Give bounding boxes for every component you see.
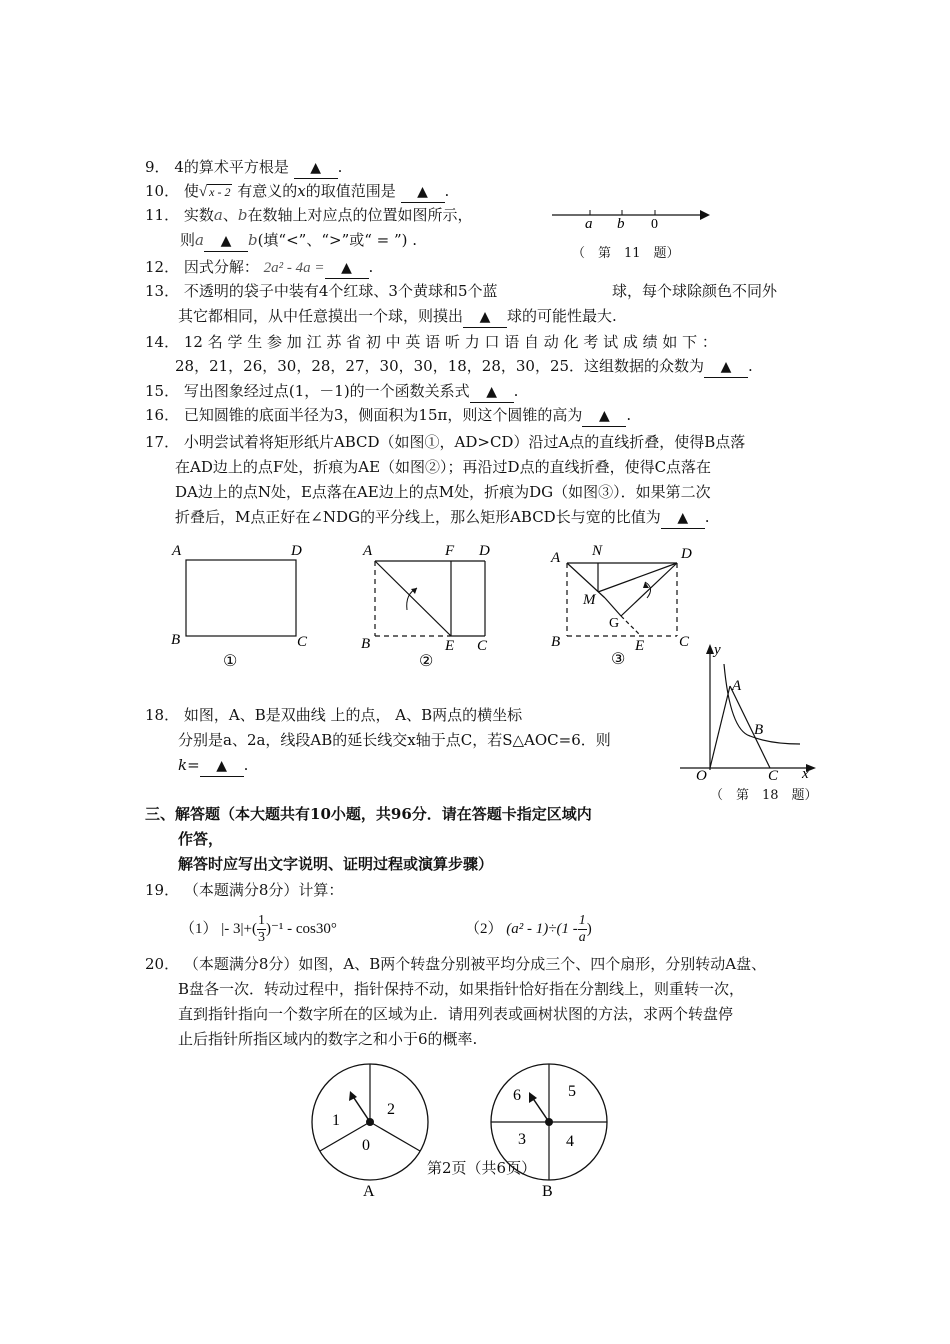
label-a: A (732, 678, 742, 694)
sector-number: 2 (387, 1101, 395, 1118)
label-a: a (585, 216, 593, 232)
question-number: 10． (145, 182, 180, 200)
label-b: b (617, 216, 625, 232)
label-g: G (609, 616, 620, 631)
question-19 (145, 880, 343, 900)
figure-number: ③ (611, 649, 626, 668)
question-11-line2 (180, 230, 417, 252)
label-c: C (297, 634, 308, 650)
question-number: 20． (145, 955, 180, 973)
label-b: B (551, 634, 561, 650)
sector-number: 3 (518, 1131, 526, 1148)
question-text: 12 名 学 生 参 加 江 苏 省 初 中 英 语 听 力 口 语 自 动 化 考 试 成 绩 如 下 ： (183, 333, 717, 351)
answer-blank[interactable]: ▲ (325, 258, 369, 279)
sqrt-expression: √ x - 2 (198, 184, 231, 200)
answer-blank[interactable]: ▲ (704, 357, 748, 378)
question-20-line3: 直到指针指向一个数字所在的区域为止．请用列表或画树状图的方法，求两个转盘停 (178, 1005, 734, 1023)
question-19-part-1 (180, 912, 337, 946)
spinner-hub (545, 1118, 553, 1126)
hyperbola-figure (670, 640, 820, 790)
question-13-line1 (145, 281, 498, 301)
denominator: a (578, 930, 586, 946)
question-number: 19． (145, 881, 180, 899)
question-17-line4 (175, 507, 709, 529)
question-text: 折叠后，M点正好在∠NDG的平分线上，那么矩形ABCD长与宽的比值为 (175, 508, 661, 526)
label-c: C (679, 634, 690, 650)
section-3-heading-line2: 作答， (178, 830, 224, 848)
crease-ae (375, 561, 451, 636)
math-expression: ) (586, 921, 592, 937)
question-20-line1 (145, 954, 766, 974)
label-b: B (361, 636, 371, 652)
label-d: D (479, 543, 490, 559)
question-text: k= (178, 756, 200, 774)
fraction (578, 913, 587, 946)
part-label: （1） (180, 921, 218, 937)
label-b: B (754, 722, 764, 738)
label-a: A (172, 543, 182, 559)
segment-oa (710, 686, 730, 768)
sector-number: 4 (566, 1133, 574, 1150)
section-3-heading: 三、解答题（本大题共有10小题，共96分．请在答题卡指定区域内 (145, 805, 592, 823)
period: . (444, 182, 450, 200)
question-text: 的取值范围是 (305, 182, 396, 200)
label-zero: 0 (651, 217, 658, 232)
question-16 (145, 405, 631, 427)
spinner-label: B (542, 1183, 553, 1200)
segment-ge-dashed (621, 616, 641, 636)
variable: x (297, 182, 306, 200)
question-12 (145, 257, 373, 279)
spinner-hub (366, 1118, 374, 1126)
question-text: 使 (183, 182, 199, 200)
figure-1-rectangle (165, 538, 325, 673)
question-18-line3 (178, 755, 248, 777)
question-18-line1 (145, 705, 522, 725)
question-text: 在数轴上对应点的位置如图所示， (247, 206, 473, 224)
segment-mg (605, 598, 621, 616)
period: . (704, 508, 710, 526)
arrow-icon (700, 210, 710, 220)
question-text: 4的算术平方根是 (174, 158, 289, 176)
question-text: 因式分解： (183, 258, 259, 276)
pointer-icon (352, 1095, 370, 1122)
question-text: （本题满分8分）计算： (183, 881, 344, 899)
period: . (337, 158, 343, 176)
label-e: E (445, 638, 455, 654)
variable-a: a (195, 231, 204, 249)
label-a: A (363, 543, 373, 559)
math-expression: )⁻¹ - cos30° (265, 921, 337, 937)
label-c: C (477, 638, 488, 654)
section-3-instructions: 解答时应写出文字说明、证明过程或演算步骤） (178, 855, 494, 873)
math-expression: (a² - 1)÷(1 - (506, 921, 578, 937)
question-number: 12． (145, 258, 180, 276)
question-text: 球的可能性最大. (507, 307, 617, 325)
fraction (257, 913, 266, 946)
question-text: (填“<”、“>”或“ = ”) . (257, 231, 418, 249)
answer-blank[interactable]: ▲ (463, 307, 507, 328)
variable-a: a (213, 206, 223, 224)
figure-11-caption: （ 第 11 题） (572, 246, 680, 261)
question-text: 球，每个球除颜色不同外 (612, 282, 778, 300)
question-14-line1 (145, 332, 717, 352)
question-text: 28，21，26，30，28，27，30，30，18，28，30，25．这组数据的众数为 (175, 357, 705, 375)
label-f: F (445, 543, 455, 559)
period: . (368, 258, 374, 276)
question-18-line2: 分别是a、2a，线段AB的延长线交x轴于点C，若S△AOC=6．则 (178, 731, 611, 749)
question-17-line3: DA边上的点N处，E点落在AE边上的点M处，折痕为DG（如图③）．如果第二次 (175, 483, 711, 501)
question-20-line4: 止后指针所指区域内的数字之和小于6的概率. (178, 1030, 478, 1048)
label-e: E (635, 638, 645, 654)
question-number: 11． (145, 206, 180, 224)
part-label: （2） (465, 921, 503, 937)
answer-blank[interactable]: ▲ (200, 756, 244, 777)
label-c: C (768, 768, 779, 784)
variable-b: b (247, 231, 258, 249)
period: . (748, 357, 753, 375)
spinner-b (484, 1055, 624, 1205)
sector-number: 0 (362, 1137, 370, 1154)
question-number: 15． (145, 382, 180, 400)
segment-ac (730, 686, 770, 768)
radicand: x - 2 (209, 185, 231, 199)
label-d: D (291, 543, 302, 559)
question-number: 17． (145, 433, 180, 451)
question-text: 则 (180, 231, 196, 249)
answer-blank[interactable]: ▲ (294, 158, 338, 179)
label-a: A (551, 550, 561, 566)
question-11-line1 (145, 205, 472, 225)
math-expression: 2a² - 4a = (263, 260, 325, 276)
question-14-line2 (175, 356, 753, 378)
number-line-figure (550, 200, 720, 240)
question-text: 不透明的袋子中装有4个红球、3个黄球和5个蓝 (183, 282, 498, 300)
separator: 、 (222, 206, 238, 224)
y-arrow-icon (706, 644, 714, 654)
label-m: M (583, 592, 596, 608)
figure-number: ② (419, 651, 434, 670)
question-text: 写出图象经过点(1，－1)的一个函数关系式 (183, 382, 470, 400)
figure-18-caption: （ 第 18 题） (710, 788, 818, 803)
question-13-line2 (178, 306, 617, 328)
question-text: 有意义的 (237, 182, 298, 200)
variable-b: b (237, 206, 248, 224)
label-y: y (714, 642, 721, 658)
answer-blank[interactable]: ▲ (401, 182, 445, 203)
denominator: 3 (257, 930, 265, 946)
question-text: 实数 (183, 206, 214, 224)
numerator: 1 (257, 913, 265, 929)
question-number: 16． (145, 406, 180, 424)
spinner-label: A (363, 1183, 375, 1200)
sector-number: 1 (332, 1112, 340, 1129)
question-text: 如图，A、B是双曲线 上的点， A、B两点的横坐标 (183, 706, 523, 724)
question-text: 小明尝试着将矩形纸片ABCD（如图①，AD>CD）沿过A点的直线折叠，使得B点落 (183, 433, 746, 451)
pointer-icon (532, 1097, 549, 1122)
answer-blank[interactable]: ▲ (470, 382, 514, 403)
label-b: B (171, 632, 181, 648)
segment-md (598, 563, 677, 592)
period: . (513, 382, 519, 400)
rectangle-abcd (186, 560, 296, 636)
sector-number: 5 (568, 1083, 576, 1100)
question-15 (145, 381, 518, 403)
answer-blank[interactable]: ▲ (582, 406, 626, 427)
question-9 (145, 157, 342, 179)
question-text: 其它都相同，从中任意摸出一个球，则摸出 (178, 307, 464, 325)
math-expression: |- 3|+( (221, 921, 257, 937)
figure-2-fold (355, 538, 505, 673)
answer-blank[interactable]: ▲ (204, 231, 248, 252)
period: . (243, 756, 249, 774)
crease-dg (621, 563, 677, 616)
divider (370, 1122, 420, 1151)
spinner-a (305, 1055, 445, 1205)
page-footer: 第2页（共6页） (427, 1159, 537, 1177)
question-text: 已知圆锥的底面半径为3，侧面积为15π，则这个圆锥的高为 (183, 406, 583, 424)
sector-number: 6 (513, 1087, 521, 1104)
period: . (626, 406, 632, 424)
question-20-line2: B盘各一次．转动过程中，指针保持不动，如果指针恰好指在分割线上，则重转一次， (178, 980, 745, 998)
question-10 (145, 181, 449, 203)
question-17-line2: 在AD边上的点F处，折痕为AE（如图②）；再沿过D点的直线折叠，使得C点落在 (175, 458, 712, 476)
label-n: N (592, 543, 603, 559)
question-text: （本题满分8分）如图，A、B两个转盘分别被平均分成三个、四个扇形，分别转动A盘、 (183, 955, 767, 973)
label-o: O (696, 768, 707, 784)
answer-blank[interactable]: ▲ (661, 508, 705, 529)
question-number: 13． (145, 282, 180, 300)
question-19-part-2 (465, 912, 592, 946)
question-number: 9． (145, 158, 170, 176)
label-d: D (681, 546, 692, 562)
question-number: 14． (145, 333, 180, 351)
question-17-line1 (145, 432, 745, 452)
question-number: 18． (145, 706, 180, 724)
figure-number: ① (223, 651, 238, 670)
label-x: x (802, 766, 809, 782)
numerator: 1 (578, 913, 586, 929)
